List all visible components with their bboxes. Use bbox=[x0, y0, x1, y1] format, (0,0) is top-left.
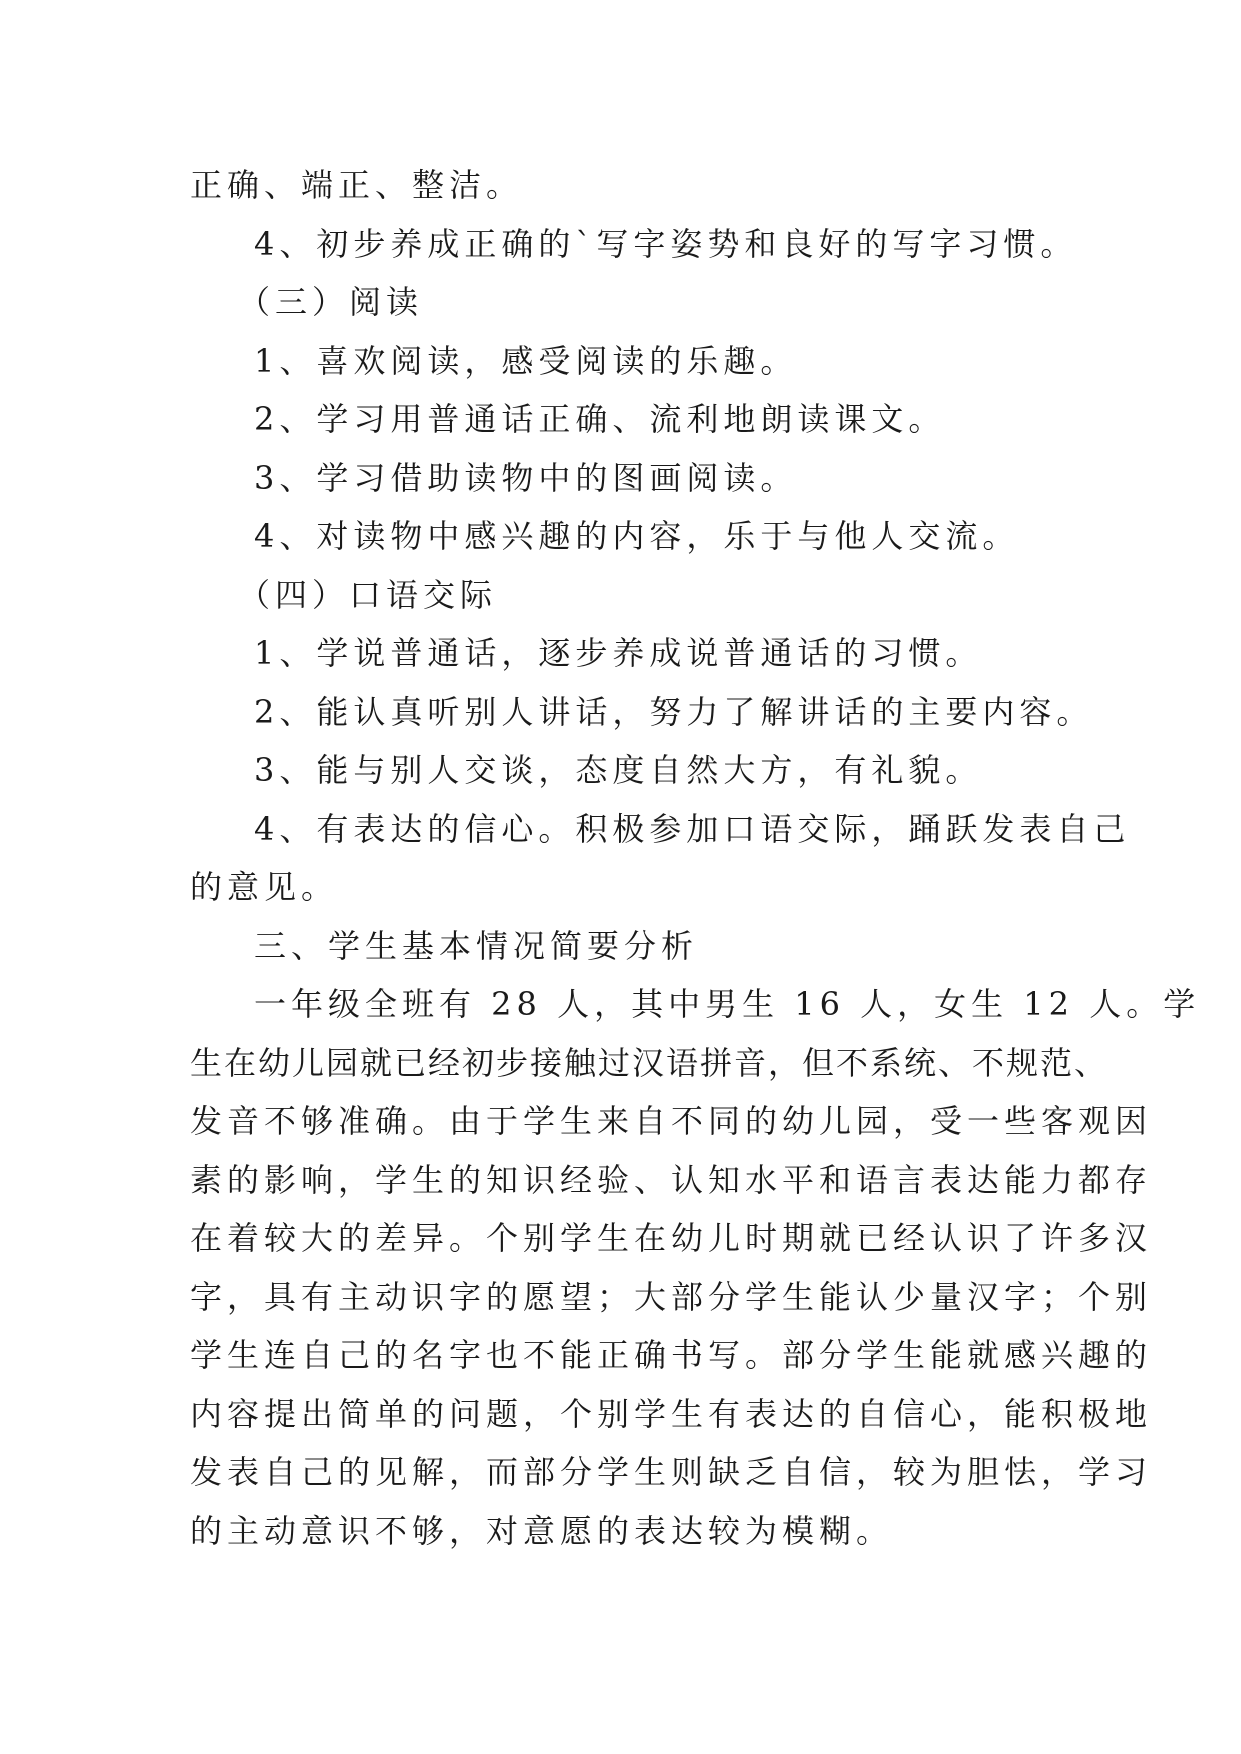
paragraph-line: 生在幼儿园就已经初步接触过汉语拼音，但不系统、不规范、 bbox=[190, 1043, 1109, 1082]
list-item: 1、喜欢阅读，感受阅读的乐趣。 bbox=[254, 341, 798, 380]
list-item: 2、能认真听别人讲话，努力了解讲话的主要内容。 bbox=[254, 692, 1094, 731]
section-heading: （四）口语交际 bbox=[238, 575, 498, 614]
list-item: 3、学习借助读物中的图画阅读。 bbox=[254, 458, 798, 497]
list-item: 1、学说普通话，逐步养成说普通话的习惯。 bbox=[254, 634, 983, 672]
paragraph-line: 内容提出简单的问题，个别学生有表达的自信心，能积极地 bbox=[190, 1394, 1153, 1433]
list-item: 4、初步养成正确的`写字姿势和良好的写字习惯。 bbox=[254, 224, 1078, 263]
paragraph-line: 发表自己的见解，而部分学生则缺乏自信，较为胆怯，学习 bbox=[190, 1453, 1153, 1491]
paragraph-line: 在着较大的差异。个别学生在幼儿时期就已经认识了许多汉 bbox=[190, 1219, 1153, 1257]
paragraph-line: 的主动意识不够，对意愿的表达较为模糊。 bbox=[190, 1511, 894, 1550]
text-line: 的意见。 bbox=[190, 868, 339, 906]
paragraph-line: 素的影响，学生的知识经验、认知水平和语言表达能力都存 bbox=[190, 1160, 1153, 1199]
text-line: 正确、端正、整洁。 bbox=[190, 166, 524, 204]
paragraph-line: 字，具有主动识字的愿望；大部分学生能认少量汉字；个别 bbox=[190, 1277, 1153, 1316]
paragraph-line: 学生连自己的名字也不能正确书写。部分学生能就感兴趣的 bbox=[190, 1336, 1153, 1374]
list-item: 4、有表达的信心。积极参加口语交际，踊跃发表自己 bbox=[254, 809, 1131, 848]
list-item: 2、学习用普通话正确、流利地朗读课文。 bbox=[254, 400, 946, 438]
paragraph-line: 一年级全班有 28 人，其中男生 16 人，女生 12 人。学 bbox=[254, 985, 1201, 1023]
list-item: 4、对读物中感兴趣的内容，乐于与他人交流。 bbox=[254, 517, 1020, 555]
list-item: 3、能与别人交谈，态度自然大方，有礼貌。 bbox=[254, 751, 983, 789]
paragraph-line: 发音不够准确。由于学生来自不同的幼儿园，受一些客观因 bbox=[190, 1102, 1153, 1140]
document-body bbox=[190, 156, 1201, 1560]
section-heading: 三、学生基本情况简要分析 bbox=[254, 926, 699, 965]
section-heading: （三）阅读 bbox=[238, 283, 424, 321]
